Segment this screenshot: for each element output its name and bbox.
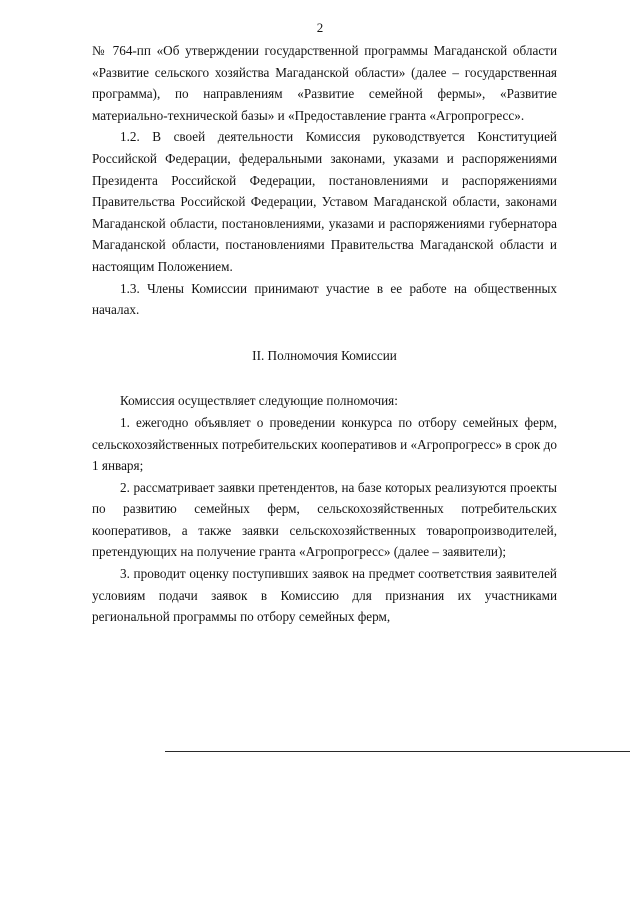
paragraph-item-2: 2. рассматривает заявки претендентов, на базе которых реализуются проекты по развитию семейных ферм, сельскохозяйственных потребительских кооперативов, а также заявки сельскохозяйственных товаропроизводителей, претендующих на получение гранта «Агропрогресс» (далее – заявители);	[92, 479, 557, 560]
document-body	[92, 40, 557, 628]
page-number: 2	[316, 20, 324, 35]
paragraph-continuation: № 764-пп «Об утверждении государственной программы Магаданской области «Развитие сельского хозяйства Магаданской области» (далее – государственная программа), по направлениям «Развитие семейной фермы», «Развитие материально-технической базы» и «Предоставление гранта «Агропрогресс».	[92, 43, 557, 123]
paragraph-1-3: 1.3. Члены Комиссии принимают участие в ее работе на общественных началах.	[92, 280, 557, 318]
footer-rule	[165, 751, 630, 752]
paragraph-powers-intro: Комиссия осуществляет следующие полномочия:	[120, 393, 398, 409]
paragraph-item-3: 3. проводит оценку поступивших заявок на предмет соответствия заявителей условиям подачи заявок в Комиссию для признания их участниками региональной программы по отбору семейных ферм,	[92, 566, 557, 625]
section-heading: II. Полномочия Комиссии	[252, 347, 397, 363]
paragraph-1-2: 1.2. В своей деятельности Комиссия руководствуется Конституцией Российской Федерации, федеральными законами, указами и распоряжениями Президента Российской Федерации, постановлениями и распоряжениями Правительства Российской Федерации, Уставом Магаданской области, законами Магаданской области, постановлениями, указами и распоряжениями губернатора Магаданской области, постановлениями Правительства Магаданской области и настоящим Положением.	[92, 129, 557, 274]
paragraph-item-1: 1. ежегодно объявляет о проведении конкурса по отбору семейных ферм, сельскохозяйственных потребительских кооперативов и «Агропрогресс» в срок до 1 января;	[92, 414, 557, 474]
